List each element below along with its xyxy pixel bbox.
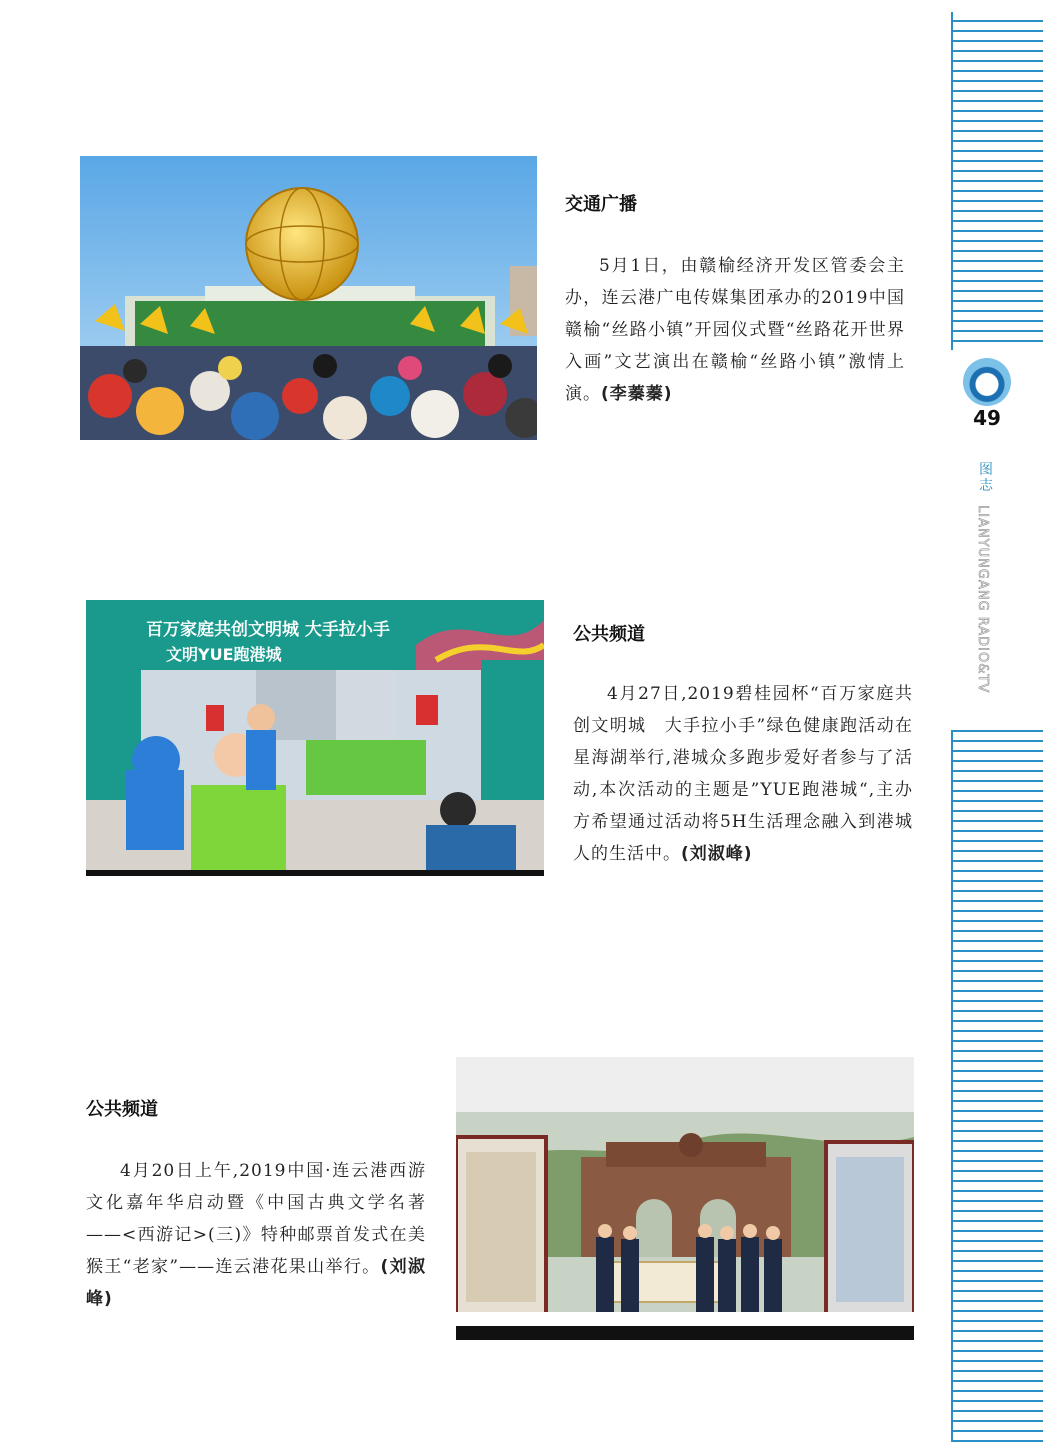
sidebar-label-en: LIANYUNGANG RADIO&TV bbox=[975, 505, 990, 694]
station-logo-icon bbox=[963, 358, 1011, 406]
article-1-title: 交通广播 bbox=[565, 194, 637, 215]
article-2-text: 4月27日,2019碧桂园杯“百万家庭共创文明城 大手拉小手”绿色健康跑活动在星海湖举行,港城众多跑步爱好者参与了活动,本次活动的主题是”YUE跑港城“,主办方希望通过活动将5H生活理念融入到港城人的生活中。 bbox=[573, 684, 913, 864]
article-1-text: 5月1日，由赣榆经济开发区管委会主办，连云港广电传媒集团承办的2019中国赣榆“丝路小镇”开园仪式暨“丝路花开世界入画”文艺演出在赣榆“丝路小镇”激情上演。 bbox=[565, 256, 905, 404]
article-3-body bbox=[86, 1155, 426, 1315]
article-3-title: 公共频道 bbox=[86, 1099, 158, 1120]
banner-line-1: 百万家庭共创文明城 大手拉小手 bbox=[146, 620, 390, 640]
banner-line-2: 文明YUE跑港城 bbox=[166, 645, 282, 664]
article-2-credit: (刘淑峰) bbox=[681, 844, 753, 864]
sidebar-label-cn: 图志 bbox=[979, 462, 993, 494]
article-1-body bbox=[565, 250, 905, 410]
article-3-text: 4月20日上午,2019中国·连云港西游文化嘉年华启动暨《中国古典文学名著——<西游记>(三)》特种邮票首发式在美猴王“老家”——连云港花果山举行。 bbox=[86, 1161, 426, 1277]
article-2-body bbox=[573, 678, 913, 870]
article-3-credit: (刘淑峰) bbox=[86, 1257, 426, 1309]
page-number: 49 bbox=[973, 406, 1001, 430]
article-1-credit: (李蓁蓁) bbox=[601, 384, 673, 404]
photo-stamp-ceremony bbox=[456, 1057, 914, 1340]
photo-family-run-event bbox=[86, 600, 544, 876]
article-2-title: 公共频道 bbox=[573, 624, 645, 645]
photo-silk-road-town-performance bbox=[80, 156, 537, 440]
